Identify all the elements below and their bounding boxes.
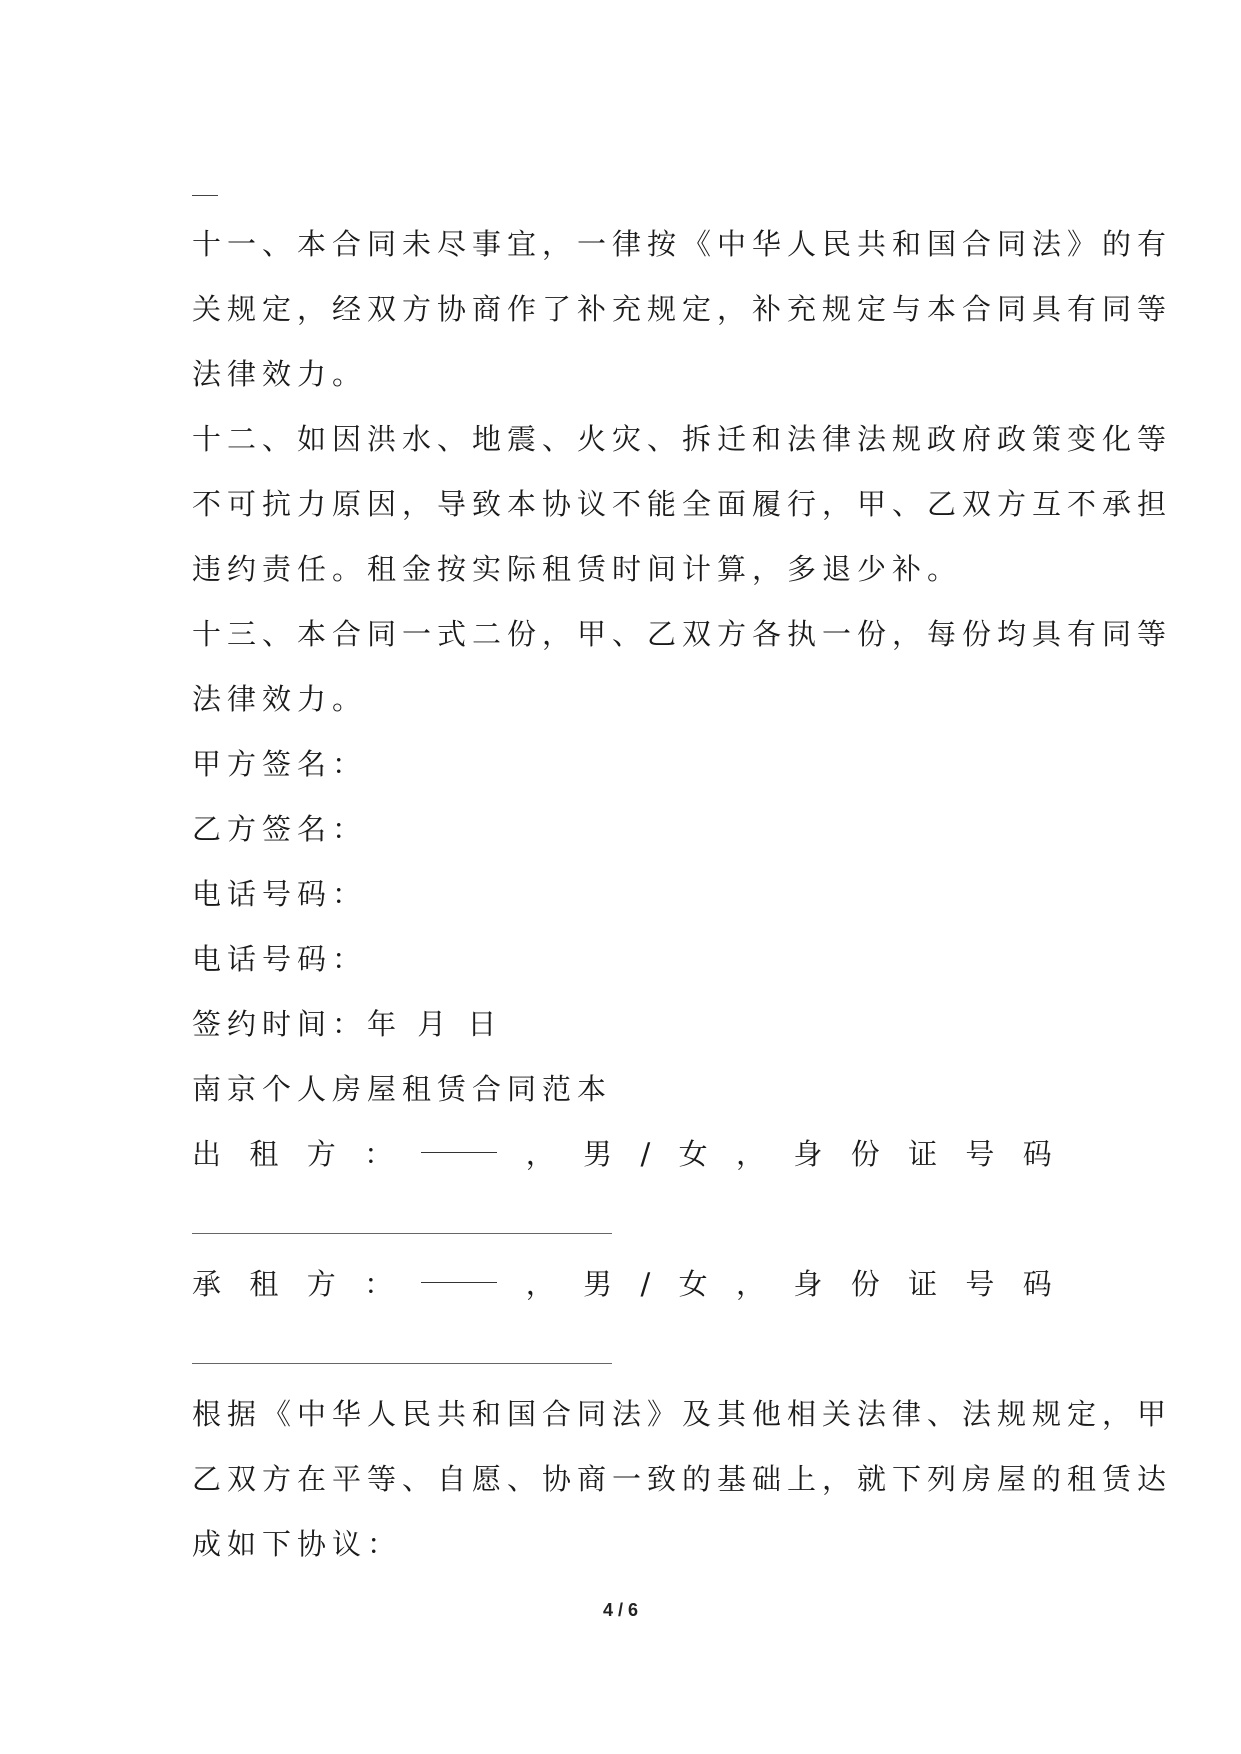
lessee-char: 证 [908, 1267, 938, 1301]
lessee-line [192, 1252, 1052, 1317]
sign-date-label: 签约时间：年 月 日 [192, 1007, 503, 1041]
lessee-id-blank [192, 1363, 612, 1364]
clause-12-line-1: 十二、如因洪水、地震、火灾、拆迁和法律法规政府政策变化等 [192, 422, 1173, 456]
lessee-char: 号 [965, 1267, 995, 1301]
lessor-char: 证 [908, 1137, 938, 1171]
lessor-char: 出 [192, 1137, 222, 1171]
intro-line-3: 成如下协议： [192, 1527, 403, 1561]
clause-13 [192, 602, 1173, 732]
lessee-char: 租 [249, 1267, 279, 1301]
lessee-char: 女 [678, 1267, 708, 1301]
lessor-char: 身 [793, 1137, 823, 1171]
lessee-char: ： [364, 1267, 394, 1301]
lessee-char: 份 [850, 1267, 880, 1301]
clause-11-line-2: 关规定，经双方协商作了补充规定，补充规定与本合同具有同等 [192, 292, 1173, 326]
lessor-char: 女 [678, 1137, 708, 1171]
lessor-char: ： [364, 1137, 394, 1171]
lessee-name-blank [421, 1252, 497, 1283]
party-a-signature-label: 甲方签名： [192, 747, 368, 781]
clause-12-line-3: 违约责任。租金按实际租赁时间计算，多退少补。 [192, 552, 963, 586]
lessee-char: ， [735, 1267, 765, 1301]
second-contract-title: 南京个人房屋租赁合同范本 [192, 1072, 613, 1106]
party-a-phone-label: 电话号码： [192, 877, 368, 911]
party-b-phone-label: 电话号码： [192, 942, 368, 976]
lessee-char: 男 [583, 1267, 613, 1301]
clause-11-line-3: 法律效力。 [192, 357, 368, 391]
lessor-char: / [640, 1137, 651, 1171]
lessor-char: 号 [965, 1137, 995, 1171]
clause-12-line-2: 不可抗力原因，导致本协议不能全面履行，甲、乙双方互不承担 [192, 487, 1173, 521]
lessee-char: 码 [1022, 1267, 1052, 1301]
lessor-id-blank [192, 1233, 612, 1234]
clause-13-line-1: 十三、本合同一式二份，甲、乙双方各执一份，每份均具有同等 [192, 617, 1173, 651]
lessee-char: / [640, 1267, 651, 1301]
lessee-char: 承 [192, 1267, 222, 1301]
intro-paragraph [192, 1382, 1173, 1577]
intro-line-1: 根据《中华人民共和国合同法》及其他相关法律、法规规定，甲 [192, 1397, 1173, 1431]
lessor-char: 份 [850, 1137, 880, 1171]
lessee-char: 身 [793, 1267, 823, 1301]
clause-13-line-2: 法律效力。 [192, 682, 368, 716]
lessor-char: 方 [306, 1137, 336, 1171]
party-b-signature-label: 乙方签名： [192, 812, 368, 846]
top-dash [192, 195, 218, 196]
clause-12 [192, 407, 1173, 602]
page-number: 4 / 6 [602, 1600, 639, 1620]
lessor-char: 租 [249, 1137, 279, 1171]
intro-line-2: 乙双方在平等、自愿、协商一致的基础上，就下列房屋的租赁达 [192, 1462, 1173, 1496]
lessor-char: 码 [1022, 1137, 1052, 1171]
lessor-char: ， [735, 1137, 765, 1171]
lessor-char: ， [525, 1137, 555, 1171]
lessee-char: 方 [306, 1267, 336, 1301]
lessor-name-blank [421, 1122, 497, 1153]
clause-11 [192, 212, 1173, 407]
lessor-char: 男 [583, 1137, 613, 1171]
lessee-char: ， [525, 1267, 555, 1301]
clause-11-line-1: 十一、本合同未尽事宜，一律按《中华人民共和国合同法》的有 [192, 227, 1173, 261]
signature-block [192, 732, 1052, 1122]
lessor-line [192, 1122, 1052, 1187]
